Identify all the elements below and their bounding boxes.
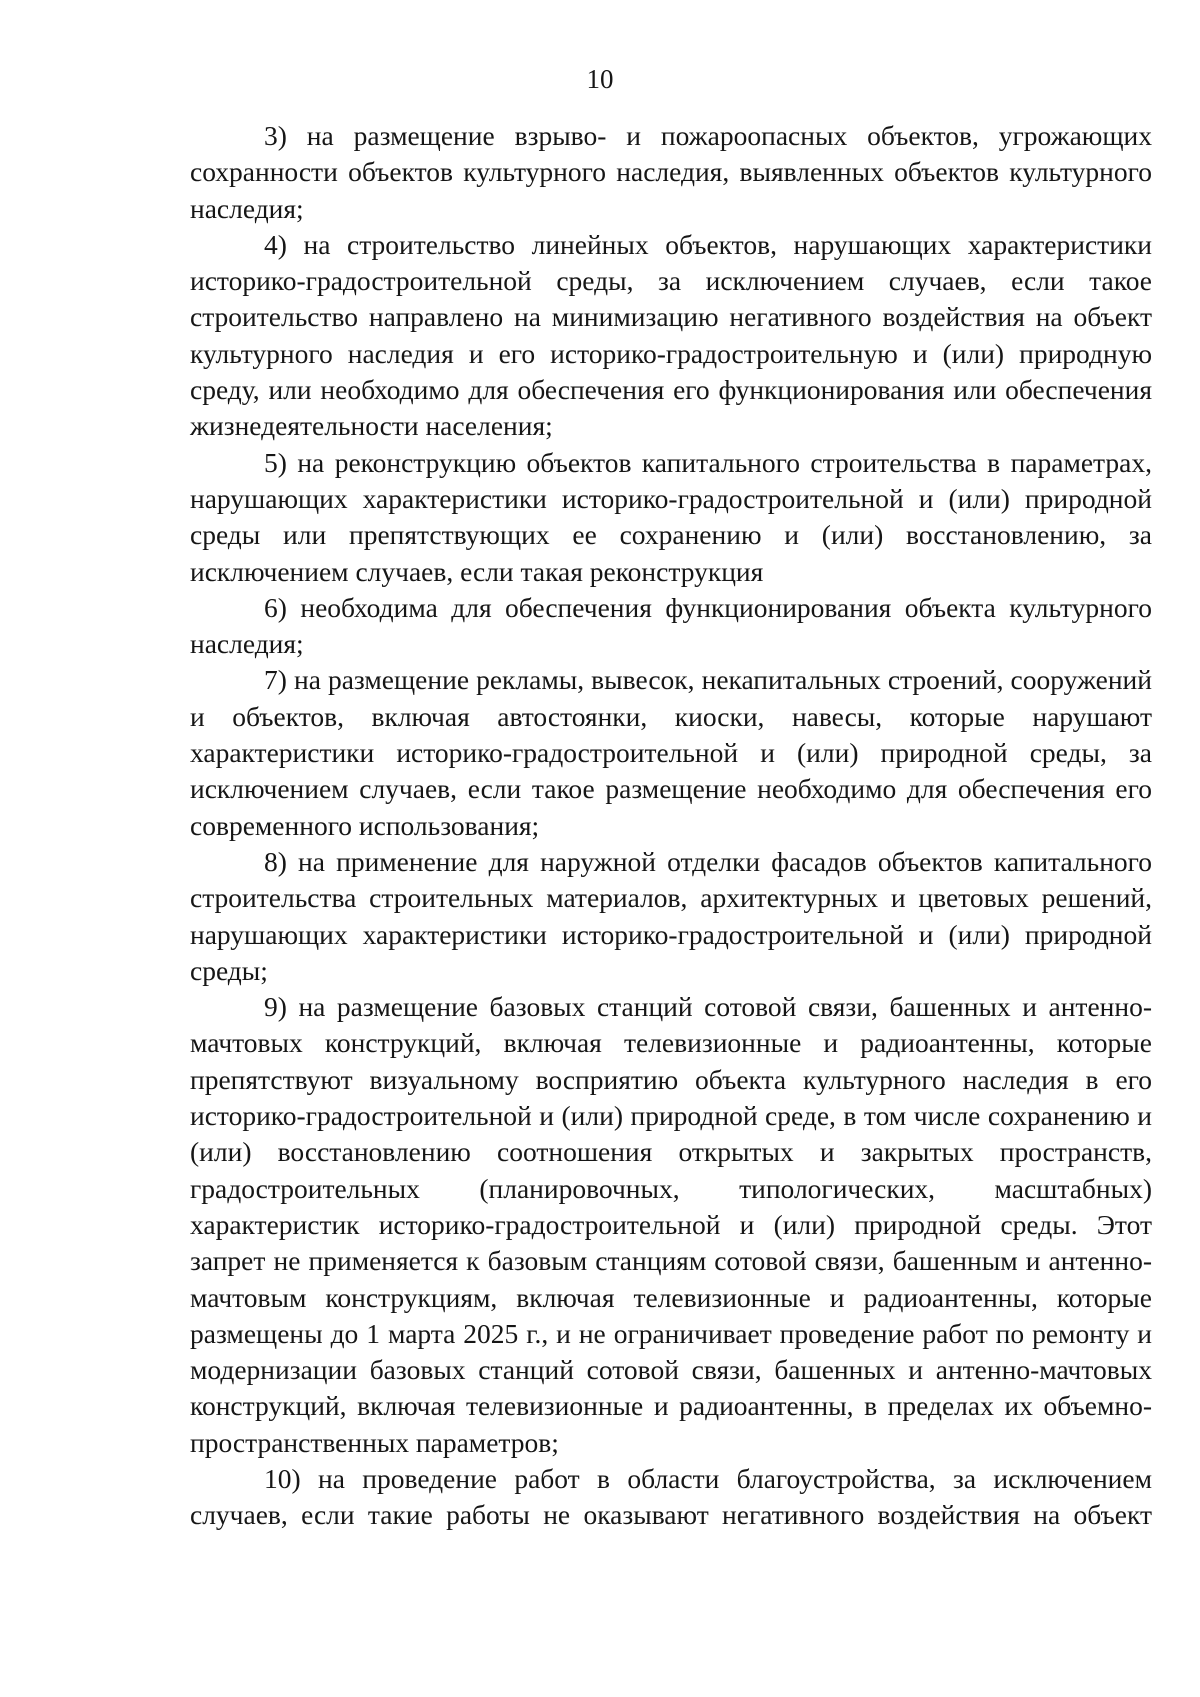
paragraph-item-5: 5) на реконструкцию объектов капитального строительства в параметрах, нарушающих характеристики историко-градостроительной и (или) природной среды или препятствующих ее сохранению и (или) восстановлению, за исключением случаев, если такая реконструкция [190, 446, 1152, 587]
page-number: 10 [586, 64, 614, 94]
paragraph-item-7: 7) на размещение рекламы, вывесок, некапитальных строений, сооружений и объектов, включая автостоянки, киоски, навесы, которые нарушают характеристики историко-градостроительной и (или) природной среды, за исключением случаев, если такое размещение необходимо для обеспечения его современного использования; [190, 664, 1152, 841]
paragraph-item-4: 4) на строительство линейных объектов, нарушающих характеристики историко-градостроительной среды, за исключением случаев, если такое строительство направлено на минимизацию негативного воздействия на объект культурного наследия и его историко-градостроительную и (или) природную среду, или необходимо для обеспечения его функционирования или обеспечения жизнедеятельности населения; [190, 228, 1152, 442]
paragraph-item-8: 8) на применение для наружной отделки фасадов объектов капитального строительства строительных материалов, архитектурных и цветовых решений, нарушающих характеристики историко-градостроительной и (или) природной среды; [190, 845, 1152, 986]
paragraph-item-6: 6) необходима для обеспечения функционирования объекта культурного наследия; [190, 591, 1152, 660]
paragraph-item-10: 10) на проведение работ в области благоустройства, за исключением случаев, если такие работы не оказывают негативного воздействия на объект [190, 1462, 1152, 1531]
paragraph-item-3: 3) на размещение взрыво- и пожароопасных объектов, угрожающих сохранности объектов культурного наследия, выявленных объектов культурного наследия; [190, 120, 1152, 224]
document-body [190, 118, 1152, 1534]
paragraph-item-9: 9) на размещение базовых станций сотовой связи, башенных и антенно-мачтовых конструкций, включая телевизионные и радиоантенны, которые препятствуют визуальному восприятию объекта культурного наследия в его историко-градостроительной и (или) природной среде, в том числе сохранению и (или) восстановлению соотношения открытых и закрытых пространств, градостроительных (планировочных, типологических, масштабных) характеристик историко-градостроительной и (или) природной среды. Этот запрет не применяется к базовым станциям сотовой связи, башенным и антенно-мачтовым конструкциям, включая телевизионные и радиоантенны, которые размещены до 1 марта 2025 г., и не ограничивает проведение работ по ремонту и модернизации базовых станций сотовой связи, башенных и антенно-мачтовых конструкций, включая телевизионные и радиоантенны, в пределах их объемно-пространственных параметров; [190, 991, 1152, 1458]
